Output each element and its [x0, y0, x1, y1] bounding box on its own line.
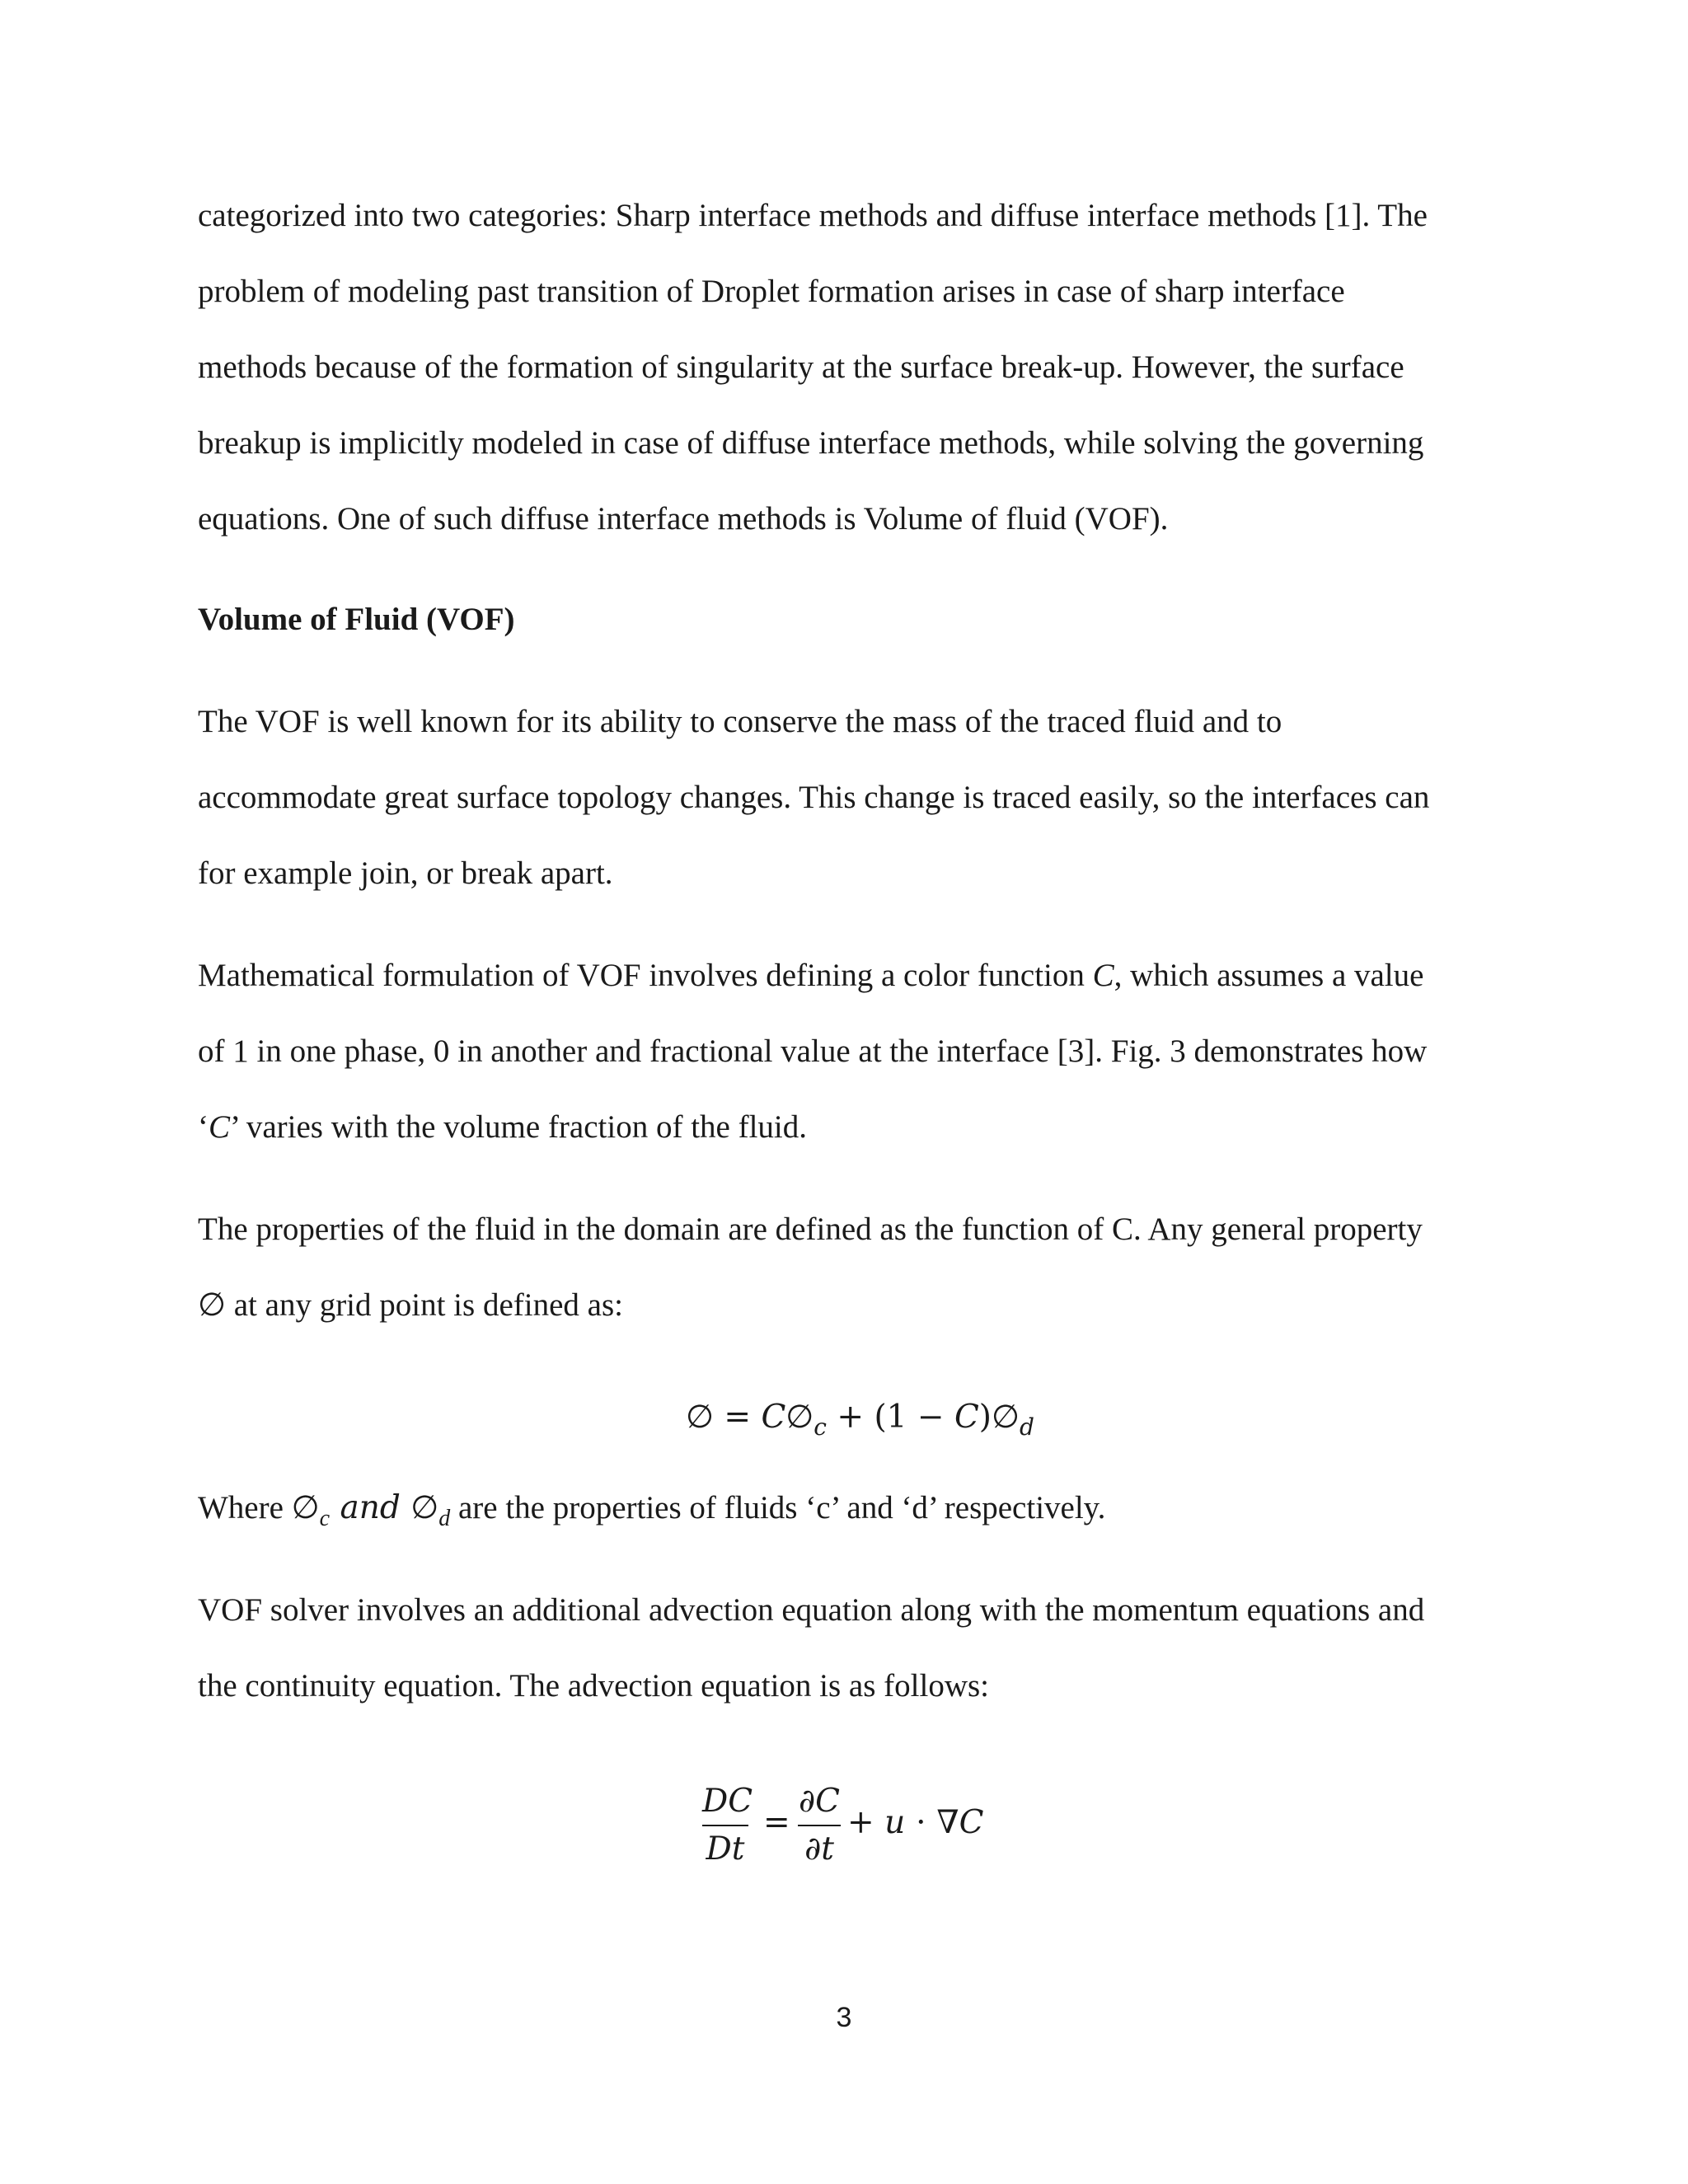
math-and: and	[330, 1489, 411, 1526]
paragraph-4-line-2	[198, 1286, 623, 1325]
eq-lhs: ∅ =	[686, 1399, 762, 1436]
text-segment: , which assumes a value	[1114, 958, 1424, 993]
eq-phi: ∅	[992, 1399, 1020, 1436]
open-quote: ‘	[198, 1109, 209, 1145]
eq-middle: + (1 −	[826, 1399, 954, 1436]
fraction-numerator: ∂C	[798, 1783, 840, 1820]
text-segment: are the properties of fluids ‘c’ and ‘d’ respectively.	[450, 1490, 1106, 1526]
eq-phi: ∅	[785, 1399, 814, 1436]
subscript-c: c	[319, 1506, 331, 1531]
fraction-material-derivative	[702, 1782, 753, 1869]
variable-c: C	[209, 1109, 231, 1145]
text-segment: ’ varies with the volume fraction of the fluid.	[230, 1109, 807, 1145]
phi-symbol: ∅	[291, 1489, 320, 1526]
equation-advection	[702, 1782, 999, 1872]
paragraph-3-line-1	[198, 956, 1423, 996]
text-segment: at any grid point is defined as:	[225, 1287, 623, 1323]
fraction-denominator: ∂t	[804, 1830, 834, 1868]
fraction-bar	[702, 1825, 748, 1826]
equation-property-mixture	[686, 1398, 1034, 1440]
fraction-partial-derivative	[798, 1782, 841, 1869]
paragraph-3-line-3	[198, 1108, 807, 1147]
fraction-bar	[798, 1825, 841, 1826]
paragraph-2-line-1: The VOF is well known for its ability to conserve the mass of the traced fluid and to	[198, 704, 1282, 739]
eq-subscript-c: c	[814, 1413, 827, 1441]
paragraph-3-line-2: of 1 in one phase, 0 in another and fractional value at the interface [3]. Fig. 3 demonstrates how	[198, 1033, 1428, 1069]
paragraph-1-line-5: equations. One of such diffuse interface methods is Volume of fluid (VOF).	[198, 501, 1169, 537]
paragraph-1-line-2: problem of modeling past transition of Droplet formation arises in case of sharp interface	[198, 274, 1345, 309]
phi-symbol: ∅	[198, 1287, 226, 1323]
paragraph-5-line-2: the continuity equation. The advection equation is as follows:	[198, 1668, 989, 1704]
page-number: 3	[836, 2002, 852, 2033]
text-segment: Where	[198, 1490, 292, 1526]
paragraph-1-line-3: methods because of the formation of singularity at the surface break-up. However, the surface	[198, 349, 1404, 385]
paragraph-2-line-2: accommodate great surface topology changes. This change is traced easily, so the interfaces can	[198, 780, 1430, 815]
paragraph-1-line-1: categorized into two categories: Sharp interface methods and diffuse interface methods [1]. The	[198, 198, 1428, 233]
section-heading: Volume of Fluid (VOF)	[198, 602, 515, 637]
fraction-denominator: Dt	[706, 1830, 745, 1868]
eq-close-paren: )	[978, 1399, 992, 1436]
paragraph-4-line-1: The properties of the fluid in the domain are defined as the function of C. Any general property	[198, 1212, 1423, 1247]
where-line	[198, 1488, 1105, 1531]
paragraph-2-line-3: for example join, or break apart.	[198, 855, 613, 891]
eq-equals: =	[763, 1804, 790, 1841]
variable-c: C	[1092, 958, 1114, 993]
subscript-d: d	[438, 1506, 451, 1531]
eq-advection-term: + u ⋅ ∇C	[847, 1804, 984, 1841]
text-segment: Mathematical formulation of VOF involves defining a color function	[198, 958, 1093, 993]
eq-subscript-d: d	[1020, 1413, 1034, 1441]
paragraph-5-line-1: VOF solver involves an additional advection equation along with the momentum equations and	[198, 1592, 1425, 1628]
eq-var-c: C	[954, 1399, 979, 1436]
phi-symbol: ∅	[410, 1489, 439, 1526]
fraction-numerator: DC	[702, 1783, 753, 1820]
eq-var-c: C	[761, 1399, 786, 1436]
paragraph-1-line-4: breakup is implicitly modeled in case of diffuse interface methods, while solving the governing	[198, 425, 1424, 461]
